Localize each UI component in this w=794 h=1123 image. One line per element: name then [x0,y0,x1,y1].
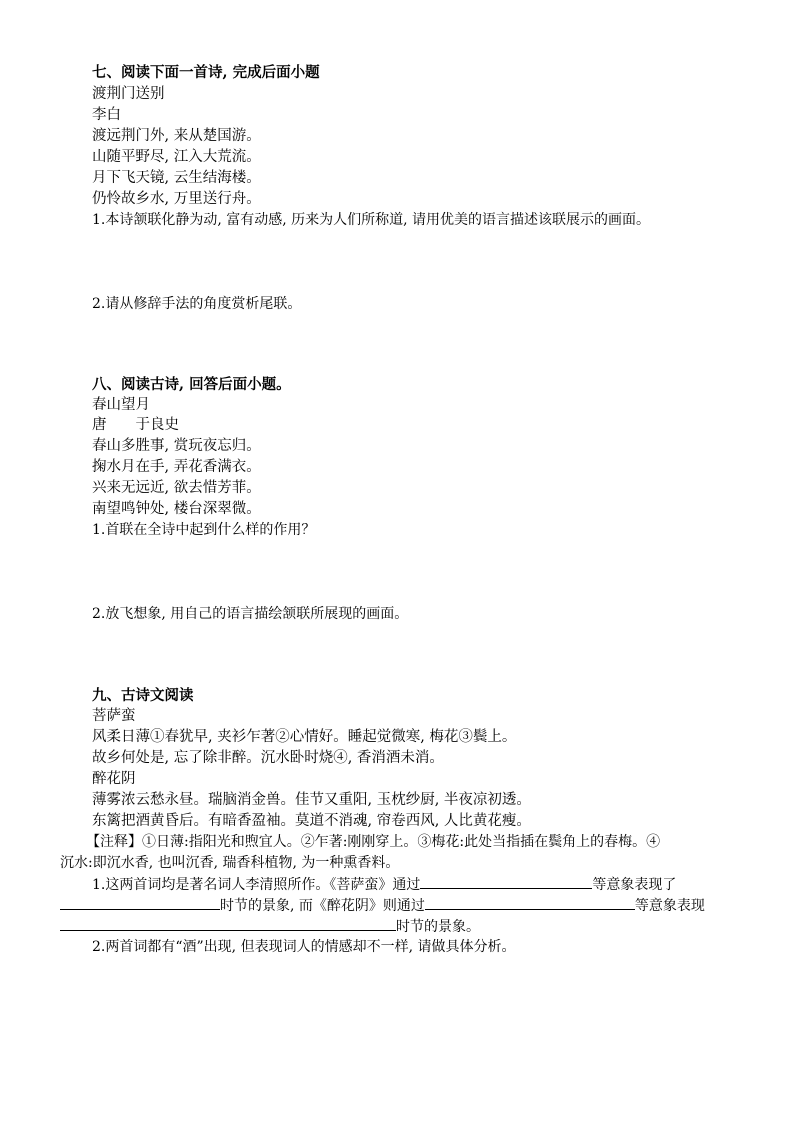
question-2: 2.两首词都有“酒”出现, 但表现词人的情感却不一样, 请做具体分析。 [92,939,516,955]
poem-title: 渡荆门送别 [92,86,165,102]
section-9-heading: 九、古诗文阅读 [92,687,194,704]
question-1 [92,874,676,895]
annotation-line-2: 沉水:即沉水香, 也叫沉香, 瑞香科植物, 为一种熏香料。 [60,855,400,871]
answer-blank[interactable] [425,895,635,910]
poem-line: 春山多胜事, 赏玩夜忘归。 [92,438,261,454]
poem-line: 掬水月在手, 弄花香满衣。 [92,459,261,475]
question-text: 时节的景象, 而《醉花阴》则通过 [220,898,425,914]
annotation-line-1: 【注释】①日薄:指阳光和煦宜人。②乍著:刚刚穿上。③梅花:此处当指插在鬓角上的春梅。④ [86,834,661,850]
question-1: 1.本诗颔联化静为动, 富有动感, 历来为人们所称道, 请用优美的语言描述该联展示的画面。 [92,212,651,228]
poem-line: 渡远荆门外, 来从楚国游。 [92,128,261,144]
poem-line: 故乡何处是, 忘了除非醉。沉水卧时烧④, 香消酒未消。 [92,750,444,766]
question-text: 等意象表现了 [592,877,677,893]
answer-blank[interactable] [60,895,220,910]
poem-line: 山随平野尽, 江入大荒流。 [92,149,261,165]
poem-line: 仍怜故乡水, 万里送行舟。 [92,191,261,207]
question-text: 1.这两首词均是著名词人李清照所作。《菩萨蛮》通过 [92,877,421,893]
answer-blank[interactable] [420,874,592,889]
question-1-cont [60,916,480,937]
poem-title: 春山望月 [92,397,150,413]
question-2: 2.放飞想象, 用自己的语言描绘颔联所展现的画面。 [92,606,409,622]
poem-title: 醉花阴 [92,771,136,787]
section-7-heading: 七、阅读下面一首诗, 完成后面小题 [92,64,320,81]
poem-author: 唐 于良史 [92,417,179,433]
question-text: 等意象表现 [634,898,705,914]
poem-line: 东篱把酒黄昏后。有暗香盈袖。莫道不消魂, 帘卷西风, 人比黄花瘦。 [92,813,531,829]
question-1: 1.首联在全诗中起到什么样的作用？ [92,522,316,538]
poem-author: 李白 [92,107,121,123]
section-8-heading: 八、阅读古诗, 回答后面小题。 [92,376,291,393]
question-2: 2.请从修辞手法的角度赏析尾联。 [92,296,302,312]
poem-line: 月下飞天镜, 云生结海楼。 [92,170,261,186]
poem-line: 薄雾浓云愁永昼。瑞脑消金兽。佳节又重阳, 玉枕纱厨, 半夜凉初透。 [92,792,531,808]
question-text: 时节的景象。 [396,919,480,935]
question-1-cont [60,895,705,916]
poem-line: 南望鸣钟处, 楼台深翠微。 [92,501,261,517]
poem-title: 菩萨蛮 [92,708,136,724]
poem-line: 风柔日薄①春犹早, 夹衫乍著②心情好。睡起觉微寒, 梅花③鬓上。 [92,729,517,745]
answer-blank[interactable] [60,916,396,931]
poem-line: 兴来无远近, 欲去惜芳菲。 [92,480,261,496]
